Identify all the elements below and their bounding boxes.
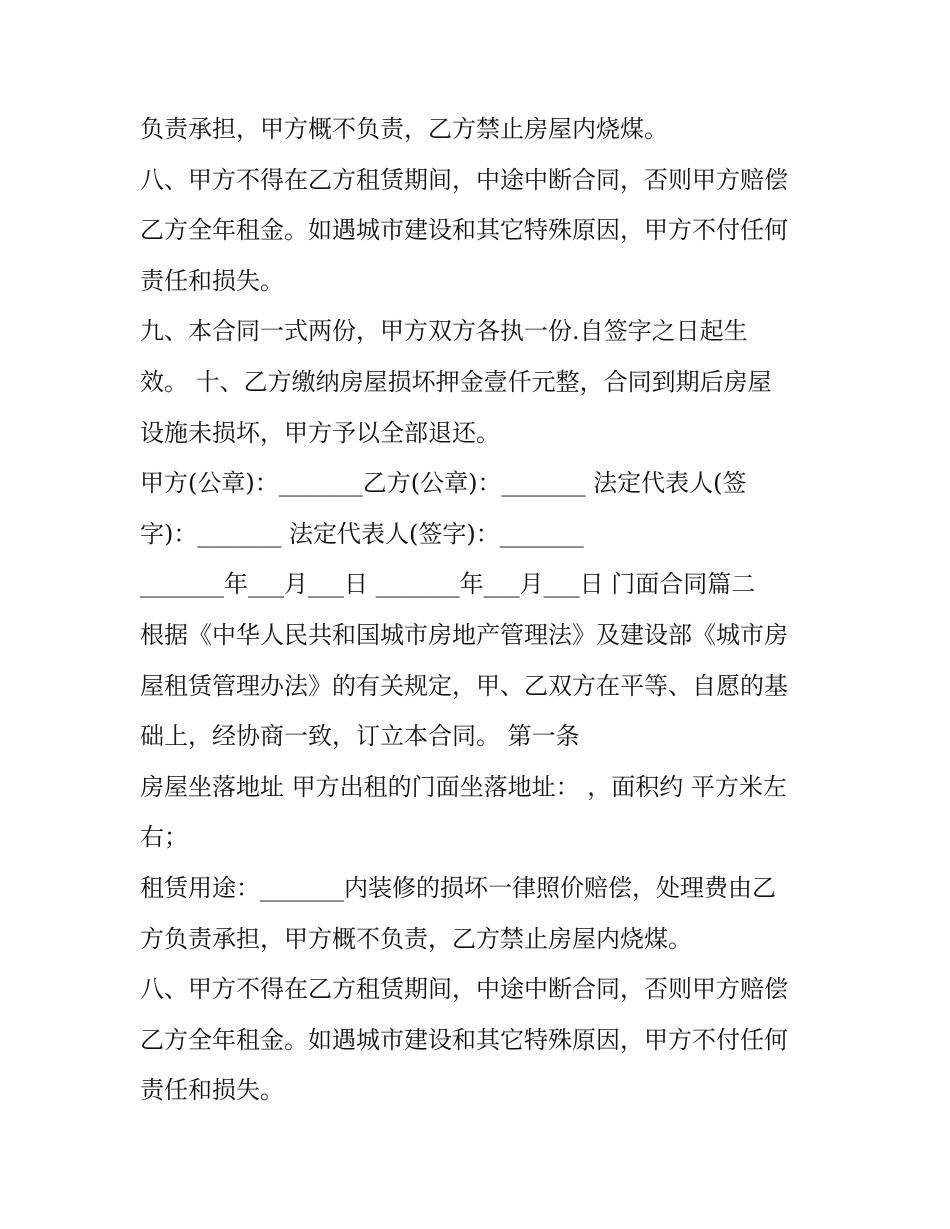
text-line: 八、甲方不得在乙方租赁期间，中途中断合同，否则甲方赔偿	[140, 166, 788, 194]
text-line: 右；	[140, 823, 188, 851]
text-line: 房屋坐落地址 甲方出租的门面坐落地址： ，面积约 平方米左	[140, 773, 787, 801]
text-line: 乙方全年租金。如遇城市建设和其它特殊原因，甲方不付任何	[140, 1026, 788, 1054]
text-line: 八、甲方不得在乙方租赁期间，中途中断合同，否则甲方赔偿	[140, 975, 788, 1003]
text-line: 设施未损坏，甲方予以全部退还。	[140, 419, 500, 447]
text-line: 租赁用途：_______内装修的损坏一律照价赔偿，处理费由乙	[140, 874, 776, 902]
text-line: 乙方全年租金。如遇城市建设和其它特殊原因，甲方不付任何	[140, 216, 788, 244]
signature-line: 字)：_______ 法定代表人(签字)：_______	[140, 520, 584, 548]
text-line: 责任和损失。	[140, 1076, 284, 1104]
text-line: 根据《中华人民共和国城市房地产管理法》及建设部《城市房	[140, 621, 788, 649]
text-line: 负责承担，甲方概不负责，乙方禁止房屋内烧煤。	[140, 115, 668, 143]
signature-line: 甲方(公章)：_______乙方(公章)：_______ 法定代表人(签	[140, 469, 747, 497]
text-line: 方负责承担，甲方概不负责，乙方禁止房屋内烧煤。	[140, 925, 692, 953]
text-line: 效。 十、乙方缴纳房屋损坏押金壹仟元整，合同到期后房屋	[140, 368, 772, 396]
text-line: 础上，经协商一致，订立本合同。 第一条	[140, 722, 580, 750]
text-line: 责任和损失。	[140, 267, 284, 295]
text-line: 屋租赁管理办法》的有关规定，甲、乙双方在平等、自愿的基	[140, 672, 788, 700]
date-line: _______年___月___日 _______年___月___日 门面合同篇二	[140, 570, 756, 598]
text-line: 九、本合同一式两份，甲方双方各执一份.自签字之日起生	[140, 317, 748, 345]
